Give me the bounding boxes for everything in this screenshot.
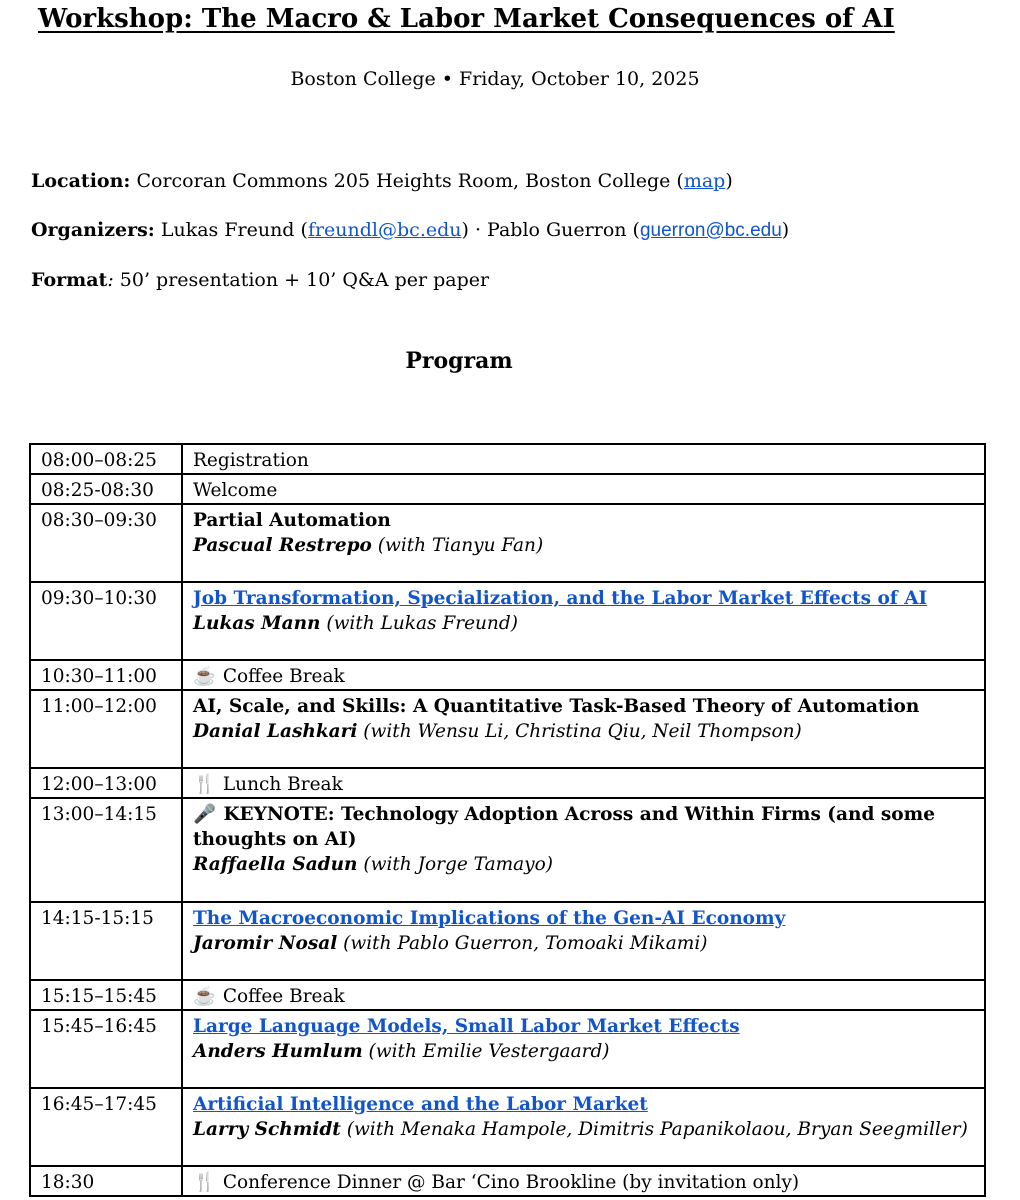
coauthors: (with Emilie Vestergaard) (362, 1041, 610, 1062)
page-title: Workshop: The Macro & Labor Market Consequences of AI (38, 4, 895, 34)
session-cell (182, 768, 985, 798)
time-cell: 12:00–13:00 (30, 768, 182, 798)
format-text: 50’ presentation + 10’ Q&A per paper (113, 269, 490, 291)
microphone-icon: 🎤 (193, 804, 217, 825)
organizers-line (31, 219, 789, 242)
presenter-line (193, 611, 974, 636)
table-row (30, 902, 985, 980)
coauthors: (with Wensu Li, Christina Qiu, Neil Thompson) (357, 721, 802, 742)
paper-title: Partial Automation (193, 510, 391, 531)
fork-knife-icon: 🍴 (193, 1172, 217, 1193)
session-cell (182, 902, 985, 980)
presenter-name: Raffaella Sadun (193, 854, 358, 875)
session-text: Welcome (193, 480, 278, 501)
time-cell: 11:00–12:00 (30, 690, 182, 768)
presenter-line (193, 852, 974, 877)
paper-title-link[interactable]: Large Language Models, Small Labor Market Effects (193, 1016, 740, 1037)
table-row (30, 1166, 985, 1196)
event-subtitle: Boston College • Friday, October 10, 2025 (290, 68, 700, 90)
table-row (30, 980, 985, 1010)
session-text: Conference Dinner @ Bar ‘Cino Brookline (by invitation only) (222, 1172, 800, 1193)
session-cell (182, 474, 985, 504)
organizers-label: Organizers: (31, 219, 155, 241)
presenter-name: Danial Lashkari (193, 721, 358, 742)
coauthors: (with Tianyu Fan) (371, 535, 544, 556)
paper-title: KEYNOTE: Technology Adoption Across and Within Firms (and some thoughts on AI) (193, 804, 935, 850)
organizer-1: Lukas Freund ( (160, 219, 308, 241)
presenter-name: Jaromir Nosal (193, 933, 338, 954)
table-row (30, 660, 985, 690)
session-cell (182, 798, 985, 902)
program-heading: Program (405, 348, 513, 374)
time-cell: 15:15–15:45 (30, 980, 182, 1010)
session-cell (182, 1010, 985, 1088)
table-row (30, 768, 985, 798)
session-text: Coffee Break (222, 986, 345, 1007)
presenter-line (193, 533, 974, 558)
time-cell: 15:45–16:45 (30, 1010, 182, 1088)
session-cell (182, 660, 985, 690)
coauthors: (with Menaka Hampole, Dimitris Papanikolaou, Bryan Seegmiller) (340, 1119, 968, 1140)
table-row (30, 1010, 985, 1088)
coffee-icon: ☕ (193, 986, 217, 1007)
presenter-line (193, 719, 974, 744)
format-colon: : (107, 269, 114, 291)
organizers-end: ) (781, 219, 790, 241)
format-line (31, 269, 489, 291)
coauthors: (with Jorge Tamayo) (357, 854, 553, 875)
time-cell: 18:30 (30, 1166, 182, 1196)
time-cell: 13:00–14:15 (30, 798, 182, 902)
table-row (30, 690, 985, 768)
time-cell: 08:30–09:30 (30, 504, 182, 582)
time-cell: 08:00–08:25 (30, 444, 182, 474)
session-text: Lunch Break (222, 774, 343, 795)
map-link[interactable]: map (683, 170, 726, 192)
paper-title: AI, Scale, and Skills: A Quantitative Task-Based Theory of Automation (193, 696, 920, 717)
organizer-separator: ) · Pablo Guerron ( (461, 219, 640, 241)
paper-title-link[interactable]: Artificial Intelligence and the Labor Market (193, 1094, 648, 1115)
session-text: Coffee Break (222, 666, 345, 687)
table-row (30, 444, 985, 474)
presenter-line (193, 931, 974, 956)
session-cell (182, 980, 985, 1010)
presenter-line (193, 1039, 974, 1064)
location-end: ) (725, 170, 733, 192)
session-text: Registration (193, 450, 309, 471)
presenter-name: Lukas Mann (193, 613, 321, 634)
table-row (30, 474, 985, 504)
organizer-2-email-link[interactable]: guerron@bc.edu (639, 220, 782, 241)
paper-title-link[interactable]: Job Transformation, Specialization, and the Labor Market Effects of AI (193, 588, 928, 609)
session-cell (182, 504, 985, 582)
table-row (30, 1088, 985, 1166)
coauthors: (with Pablo Guerron, Tomoaki Mikami) (337, 933, 708, 954)
keynote-title (193, 802, 974, 852)
location-text: Corcoran Commons 205 Heights Room, Boston College ( (136, 170, 684, 192)
organizer-1-email-link[interactable]: freundl@bc.edu (307, 219, 462, 241)
location-line (31, 170, 733, 192)
presenter-name: Pascual Restrepo (193, 535, 372, 556)
presenter-name: Larry Schmidt (193, 1119, 341, 1140)
table-row (30, 798, 985, 902)
session-cell (182, 1166, 985, 1196)
coffee-icon: ☕ (193, 666, 217, 687)
table-row (30, 504, 985, 582)
format-label: Format (31, 269, 108, 291)
paper-title-link[interactable]: The Macroeconomic Implications of the Gen-AI Economy (193, 908, 786, 929)
session-cell (182, 444, 985, 474)
time-cell: 16:45–17:45 (30, 1088, 182, 1166)
presenter-line (193, 1117, 974, 1142)
time-cell: 09:30–10:30 (30, 582, 182, 660)
time-cell: 10:30–11:00 (30, 660, 182, 690)
table-row (30, 582, 985, 660)
time-cell: 08:25-08:30 (30, 474, 182, 504)
presenter-name: Anders Humlum (193, 1041, 363, 1062)
session-cell (182, 1088, 985, 1166)
coauthors: (with Lukas Freund) (320, 613, 518, 634)
session-cell (182, 582, 985, 660)
session-cell (182, 690, 985, 768)
time-cell: 14:15-15:15 (30, 902, 182, 980)
fork-knife-icon: 🍴 (193, 774, 217, 795)
program-table (29, 443, 986, 1197)
location-label: Location: (31, 170, 131, 192)
